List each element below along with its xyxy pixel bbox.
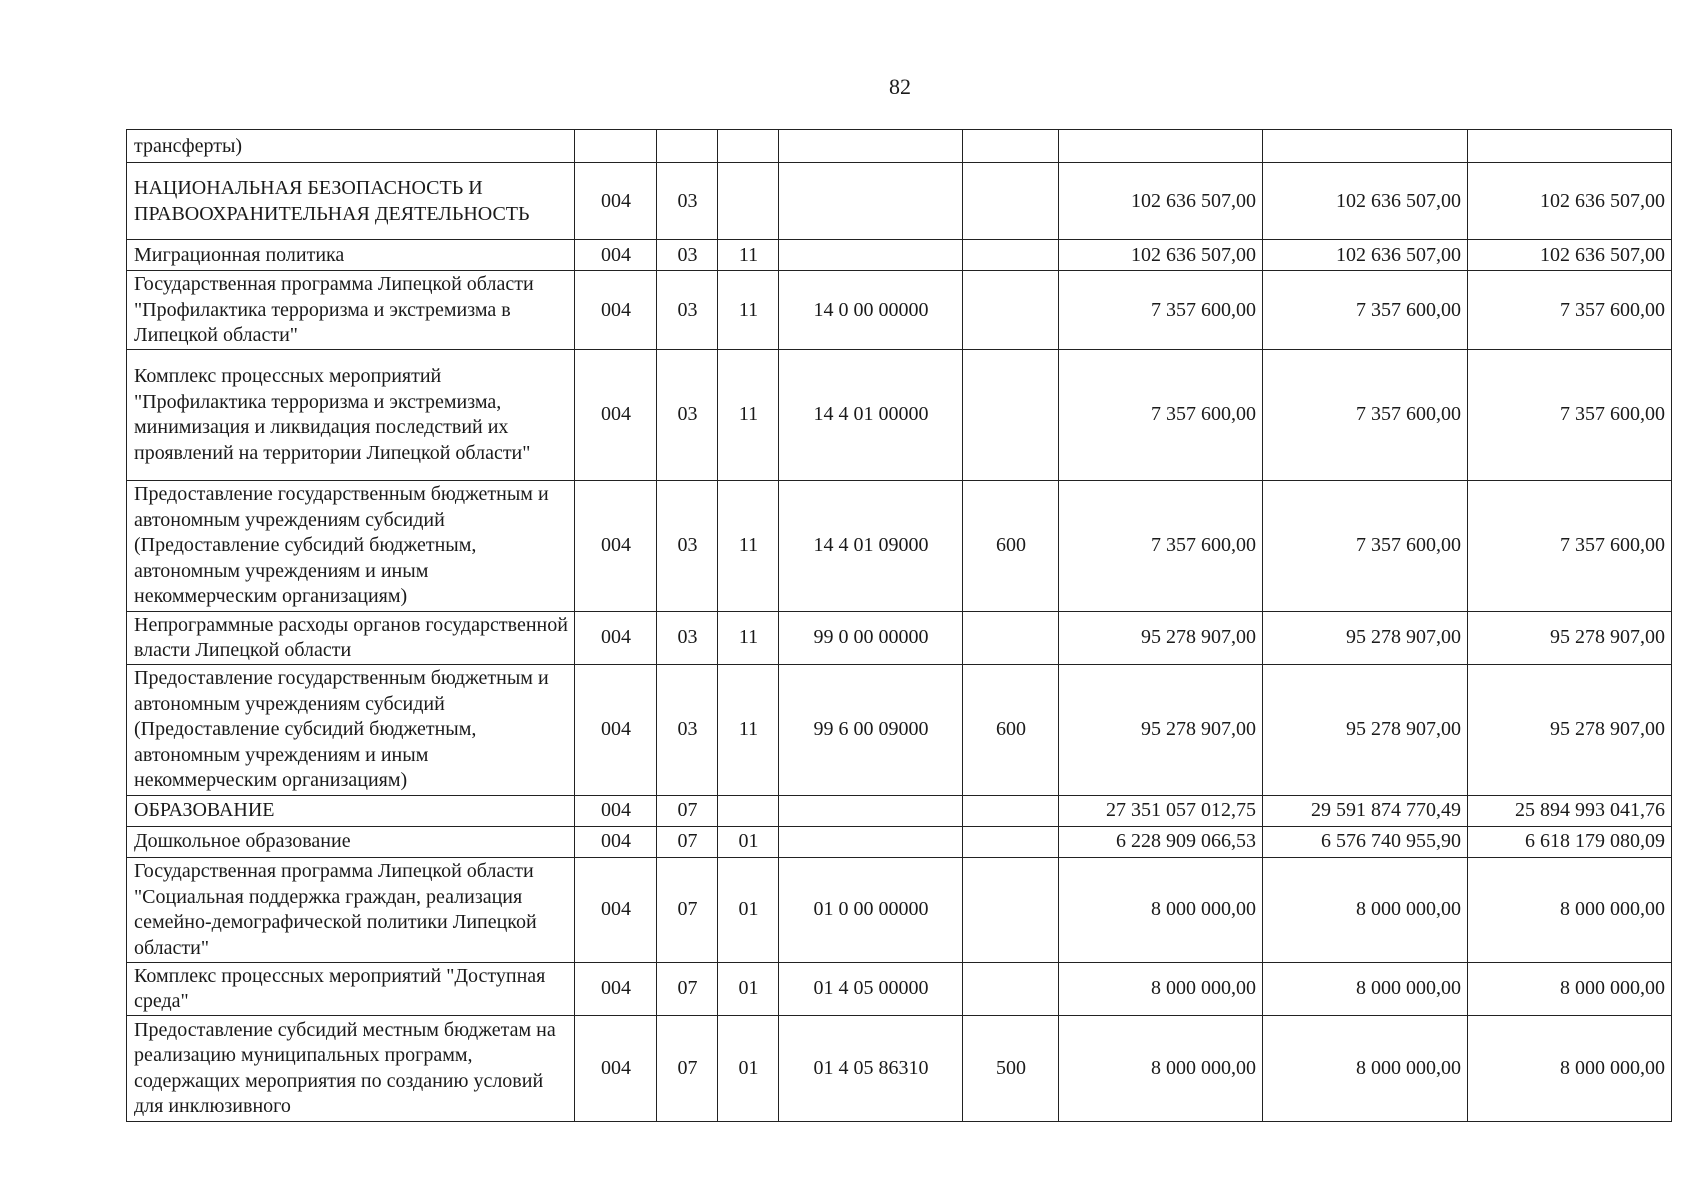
amount-year-2-cell: 8 000 000,00 [1263, 1015, 1468, 1121]
subsection-code-cell: 11 [718, 240, 779, 271]
admin-code-cell: 004 [575, 349, 657, 480]
admin-code-cell: 004 [575, 271, 657, 350]
admin-code-cell: 004 [575, 611, 657, 664]
section-code-cell: 03 [657, 611, 718, 664]
amount-year-2-cell: 6 576 740 955,90 [1263, 826, 1468, 857]
amount-year-1-cell: 7 357 600,00 [1059, 349, 1263, 480]
amount-year-3-cell: 95 278 907,00 [1468, 664, 1672, 795]
amount-year-3-cell: 8 000 000,00 [1468, 962, 1672, 1015]
subsection-code-cell [718, 163, 779, 240]
table-row [127, 240, 1672, 271]
amount-year-3-cell: 8 000 000,00 [1468, 1015, 1672, 1121]
row-name-cell: Государственная программа Липецкой области "Профилактика терроризма и экстремизма в Липецкой области" [127, 271, 575, 350]
table-row [127, 271, 1672, 350]
amount-year-1-cell: 102 636 507,00 [1059, 163, 1263, 240]
amount-year-2-cell: 7 357 600,00 [1263, 271, 1468, 350]
subsection-code-cell [718, 130, 779, 163]
target-article-cell: 14 4 01 00000 [779, 349, 963, 480]
section-code-cell: 03 [657, 271, 718, 350]
amount-year-2-cell: 95 278 907,00 [1263, 611, 1468, 664]
row-name-cell: Предоставление государственным бюджетным и автономным учреждениям субсидий (Предоставление субсидий бюджетным, автономным учреждениям и иным некоммерческим организациям) [127, 480, 575, 611]
row-name-cell: Комплекс процессных мероприятий "Профилактика терроризма и экстремизма, минимизация и ликвидация последствий их проявлений на территории Липецкой области" [127, 349, 575, 480]
row-name-cell: Предоставление государственным бюджетным и автономным учреждениям субсидий (Предоставление субсидий бюджетным, автономным учреждениям и иным некоммерческим организациям) [127, 664, 575, 795]
expense-type-cell [963, 163, 1059, 240]
subsection-code-cell: 11 [718, 480, 779, 611]
subsection-code-cell: 11 [718, 271, 779, 350]
amount-year-1-cell: 7 357 600,00 [1059, 271, 1263, 350]
amount-year-1-cell [1059, 130, 1263, 163]
table-row [127, 163, 1672, 240]
table-row [127, 611, 1672, 664]
subsection-code-cell: 01 [718, 962, 779, 1015]
table-row [127, 349, 1672, 480]
amount-year-2-cell [1263, 130, 1468, 163]
row-name-cell: Дошкольное образование [127, 826, 575, 857]
target-article-cell [779, 130, 963, 163]
subsection-code-cell: 01 [718, 826, 779, 857]
amount-year-2-cell: 8 000 000,00 [1263, 962, 1468, 1015]
table-row [127, 826, 1672, 857]
amount-year-2-cell: 8 000 000,00 [1263, 857, 1468, 962]
amount-year-3-cell: 6 618 179 080,09 [1468, 826, 1672, 857]
section-code-cell: 03 [657, 480, 718, 611]
target-article-cell: 14 4 01 09000 [779, 480, 963, 611]
amount-year-1-cell: 8 000 000,00 [1059, 857, 1263, 962]
amount-year-1-cell: 6 228 909 066,53 [1059, 826, 1263, 857]
amount-year-3-cell: 95 278 907,00 [1468, 611, 1672, 664]
row-name-cell: Государственная программа Липецкой области "Социальная поддержка граждан, реализация семейно-демографической политики Липецкой области" [127, 857, 575, 962]
subsection-code-cell: 11 [718, 664, 779, 795]
admin-code-cell: 004 [575, 857, 657, 962]
amount-year-3-cell: 7 357 600,00 [1468, 349, 1672, 480]
amount-year-1-cell: 95 278 907,00 [1059, 611, 1263, 664]
amount-year-2-cell: 102 636 507,00 [1263, 163, 1468, 240]
amount-year-2-cell: 29 591 874 770,49 [1263, 795, 1468, 826]
section-code-cell: 03 [657, 163, 718, 240]
admin-code-cell: 004 [575, 795, 657, 826]
row-name-cell: НАЦИОНАЛЬНАЯ БЕЗОПАСНОСТЬ И ПРАВООХРАНИТЕЛЬНАЯ ДЕЯТЕЛЬНОСТЬ [127, 163, 575, 240]
section-code-cell: 07 [657, 962, 718, 1015]
amount-year-1-cell: 7 357 600,00 [1059, 480, 1263, 611]
amount-year-1-cell: 8 000 000,00 [1059, 1015, 1263, 1121]
admin-code-cell: 004 [575, 163, 657, 240]
subsection-code-cell: 11 [718, 611, 779, 664]
amount-year-3-cell: 7 357 600,00 [1468, 271, 1672, 350]
admin-code-cell: 004 [575, 664, 657, 795]
table-row [127, 480, 1672, 611]
row-name-cell: Комплекс процессных мероприятий "Доступная среда" [127, 962, 575, 1015]
row-name-cell: Непрограммные расходы органов государственной власти Липецкой области [127, 611, 575, 664]
table-row [127, 795, 1672, 826]
section-code-cell: 03 [657, 664, 718, 795]
amount-year-1-cell: 8 000 000,00 [1059, 962, 1263, 1015]
expense-type-cell [963, 130, 1059, 163]
table-row [127, 857, 1672, 962]
admin-code-cell: 004 [575, 480, 657, 611]
table-row [127, 130, 1672, 163]
amount-year-3-cell: 8 000 000,00 [1468, 857, 1672, 962]
subsection-code-cell [718, 795, 779, 826]
target-article-cell: 01 4 05 00000 [779, 962, 963, 1015]
amount-year-1-cell: 102 636 507,00 [1059, 240, 1263, 271]
amount-year-2-cell: 7 357 600,00 [1263, 480, 1468, 611]
target-article-cell [779, 826, 963, 857]
expense-type-cell [963, 962, 1059, 1015]
amount-year-2-cell: 102 636 507,00 [1263, 240, 1468, 271]
expense-type-cell [963, 826, 1059, 857]
table-row [127, 664, 1672, 795]
target-article-cell [779, 240, 963, 271]
amount-year-1-cell: 27 351 057 012,75 [1059, 795, 1263, 826]
row-name-cell: ОБРАЗОВАНИЕ [127, 795, 575, 826]
admin-code-cell [575, 130, 657, 163]
admin-code-cell: 004 [575, 1015, 657, 1121]
table-row [127, 1015, 1672, 1121]
amount-year-3-cell: 7 357 600,00 [1468, 480, 1672, 611]
expense-type-cell: 600 [963, 664, 1059, 795]
section-code-cell [657, 130, 718, 163]
section-code-cell: 07 [657, 857, 718, 962]
target-article-cell: 14 0 00 00000 [779, 271, 963, 350]
amount-year-3-cell [1468, 130, 1672, 163]
expense-type-cell [963, 349, 1059, 480]
section-code-cell: 03 [657, 240, 718, 271]
subsection-code-cell: 11 [718, 349, 779, 480]
amount-year-2-cell: 7 357 600,00 [1263, 349, 1468, 480]
target-article-cell: 01 0 00 00000 [779, 857, 963, 962]
target-article-cell [779, 163, 963, 240]
expense-type-cell [963, 240, 1059, 271]
row-name-cell: Миграционная политика [127, 240, 575, 271]
section-code-cell: 03 [657, 349, 718, 480]
expense-type-cell: 600 [963, 480, 1059, 611]
page-number: 82 [889, 74, 911, 99]
section-code-cell: 07 [657, 826, 718, 857]
row-name-cell: Предоставление субсидий местным бюджетам на реализацию муниципальных программ, содержащих мероприятия по созданию условий для инклюзивного [127, 1015, 575, 1121]
admin-code-cell: 004 [575, 240, 657, 271]
target-article-cell: 01 4 05 86310 [779, 1015, 963, 1121]
section-code-cell: 07 [657, 795, 718, 826]
expense-type-cell: 500 [963, 1015, 1059, 1121]
table-row [127, 962, 1672, 1015]
row-name-cell: трансферты) [127, 130, 575, 163]
admin-code-cell: 004 [575, 962, 657, 1015]
subsection-code-cell: 01 [718, 1015, 779, 1121]
expense-type-cell [963, 271, 1059, 350]
amount-year-3-cell: 102 636 507,00 [1468, 163, 1672, 240]
expense-type-cell [963, 795, 1059, 826]
budget-table [126, 129, 1672, 1122]
section-code-cell: 07 [657, 1015, 718, 1121]
amount-year-1-cell: 95 278 907,00 [1059, 664, 1263, 795]
expense-type-cell [963, 857, 1059, 962]
amount-year-3-cell: 102 636 507,00 [1468, 240, 1672, 271]
subsection-code-cell: 01 [718, 857, 779, 962]
admin-code-cell: 004 [575, 826, 657, 857]
target-article-cell: 99 6 00 09000 [779, 664, 963, 795]
amount-year-2-cell: 95 278 907,00 [1263, 664, 1468, 795]
expense-type-cell [963, 611, 1059, 664]
amount-year-3-cell: 25 894 993 041,76 [1468, 795, 1672, 826]
target-article-cell [779, 795, 963, 826]
target-article-cell: 99 0 00 00000 [779, 611, 963, 664]
